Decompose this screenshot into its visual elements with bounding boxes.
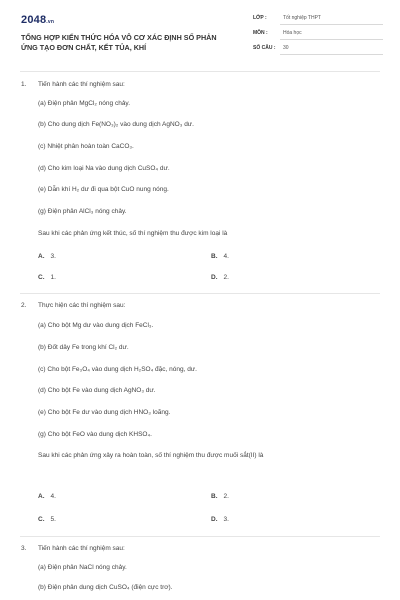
meta-subject-value: Hóa học xyxy=(283,30,302,36)
question-1-option-d[interactable] xyxy=(211,274,229,281)
meta-subject-label: MÔN : xyxy=(253,30,268,36)
question-2-option-a[interactable] xyxy=(38,493,56,500)
question-1-item-g: (g) Điện phân AlCl₃ nóng chảy. xyxy=(38,208,127,215)
question-1-option-a[interactable] xyxy=(38,253,56,260)
meta-class-label: LỚP : xyxy=(253,15,267,21)
option-key: B. xyxy=(211,493,218,500)
title-line-2: ỨNG TẠO ĐƠN CHẤT, KẾT TỦA, KHÍ xyxy=(21,43,147,52)
question-1-item-a: (a) Điện phân MgCl₂ nóng chảy. xyxy=(38,100,131,107)
question-1-item-b: (b) Cho dung dịch Fe(NO₃)₂ vào dung dịch AgNO₃ dư. xyxy=(38,121,194,128)
question-1-option-b[interactable] xyxy=(211,253,229,260)
option-text: 1. xyxy=(50,274,56,281)
option-key: D. xyxy=(211,274,218,281)
question-1-conclusion: Sau khi các phản ứng kết thúc, số thí nghiệm thu được kim loại là xyxy=(38,230,228,237)
question-2-option-d[interactable] xyxy=(211,516,229,523)
question-3-item-a: (a) Điện phân NaCl nóng chảy. xyxy=(38,564,127,571)
title-line-1: TỔNG HỢP KIẾN THỨC HÓA VÔ CƠ XÁC ĐỊNH SỐ PHẢN xyxy=(21,33,217,42)
question-3-number: 3. xyxy=(21,545,27,552)
question-1-number: 1. xyxy=(21,81,27,88)
question-2-option-b[interactable] xyxy=(211,493,229,500)
option-text: 2. xyxy=(223,274,229,281)
question-2-conclusion: Sau khi các phản ứng xảy ra hoàn toàn, số thí nghiệm thu được muối sắt(II) là xyxy=(38,452,264,459)
question-2-item-d: (d) Cho bột Fe vào dung dịch AgNO₃ dư. xyxy=(38,387,156,394)
option-text: 2. xyxy=(223,493,229,500)
option-text: 4. xyxy=(50,493,56,500)
question-separator xyxy=(20,293,380,294)
question-1-item-c: (c) Nhiệt phân hoàn toàn CaCO₃. xyxy=(38,143,134,150)
question-2-item-g: (g) Cho bột FeO vào dung dịch KHSO₄. xyxy=(38,431,152,438)
question-2-item-a: (a) Cho bột Mg dư vào dung dịch FeCl₃. xyxy=(38,322,154,329)
question-separator xyxy=(20,536,380,537)
option-text: 5. xyxy=(50,516,56,523)
question-2-option-c[interactable] xyxy=(38,516,56,523)
question-2-stem: Thực hiện các thí nghiệm sau: xyxy=(38,302,126,309)
option-key: D. xyxy=(211,516,218,523)
logo-main: 2048 xyxy=(21,14,47,26)
meta-count-value: 30 xyxy=(283,45,289,51)
option-text: 3. xyxy=(223,516,229,523)
question-3-item-b: (b) Điện phân dung dịch CuSO₄ (điện cực trơ). xyxy=(38,584,173,591)
question-2-item-c: (c) Cho bột Fe₃O₄ vào dung dịch H₂SO₄ đặc, nóng, dư. xyxy=(38,366,197,373)
meta-class-value: Tốt nghiệp THPT xyxy=(283,15,321,21)
option-key: C. xyxy=(38,274,45,281)
logo-suffix: .vn xyxy=(46,19,55,25)
option-text: 4. xyxy=(223,253,229,260)
question-2-item-e: (e) Cho bột Fe dư vào dung dịch HNO₃ loãng. xyxy=(38,409,171,416)
question-1-item-d: (d) Cho kim loại Na vào dung dịch CuSO₄ dư. xyxy=(38,165,170,172)
question-2-item-b: (b) Đốt dây Fe trong khí Cl₂ dư. xyxy=(38,344,129,351)
option-key: B. xyxy=(211,253,218,260)
question-1-stem: Tiến hành các thí nghiệm sau: xyxy=(38,81,125,88)
question-3-stem: Tiến hành các thí nghiệm sau: xyxy=(38,545,125,552)
option-key: A. xyxy=(38,493,45,500)
question-1-option-c[interactable] xyxy=(38,274,56,281)
option-key: C. xyxy=(38,516,45,523)
meta-count-label: SỐ CÂU : xyxy=(253,45,276,51)
question-2-number: 2. xyxy=(21,302,27,309)
question-1-item-e: (e) Dẫn khí H₂ dư đi qua bột CuO nung nóng. xyxy=(38,186,169,193)
option-text: 3. xyxy=(50,253,56,260)
option-key: A. xyxy=(38,253,45,260)
